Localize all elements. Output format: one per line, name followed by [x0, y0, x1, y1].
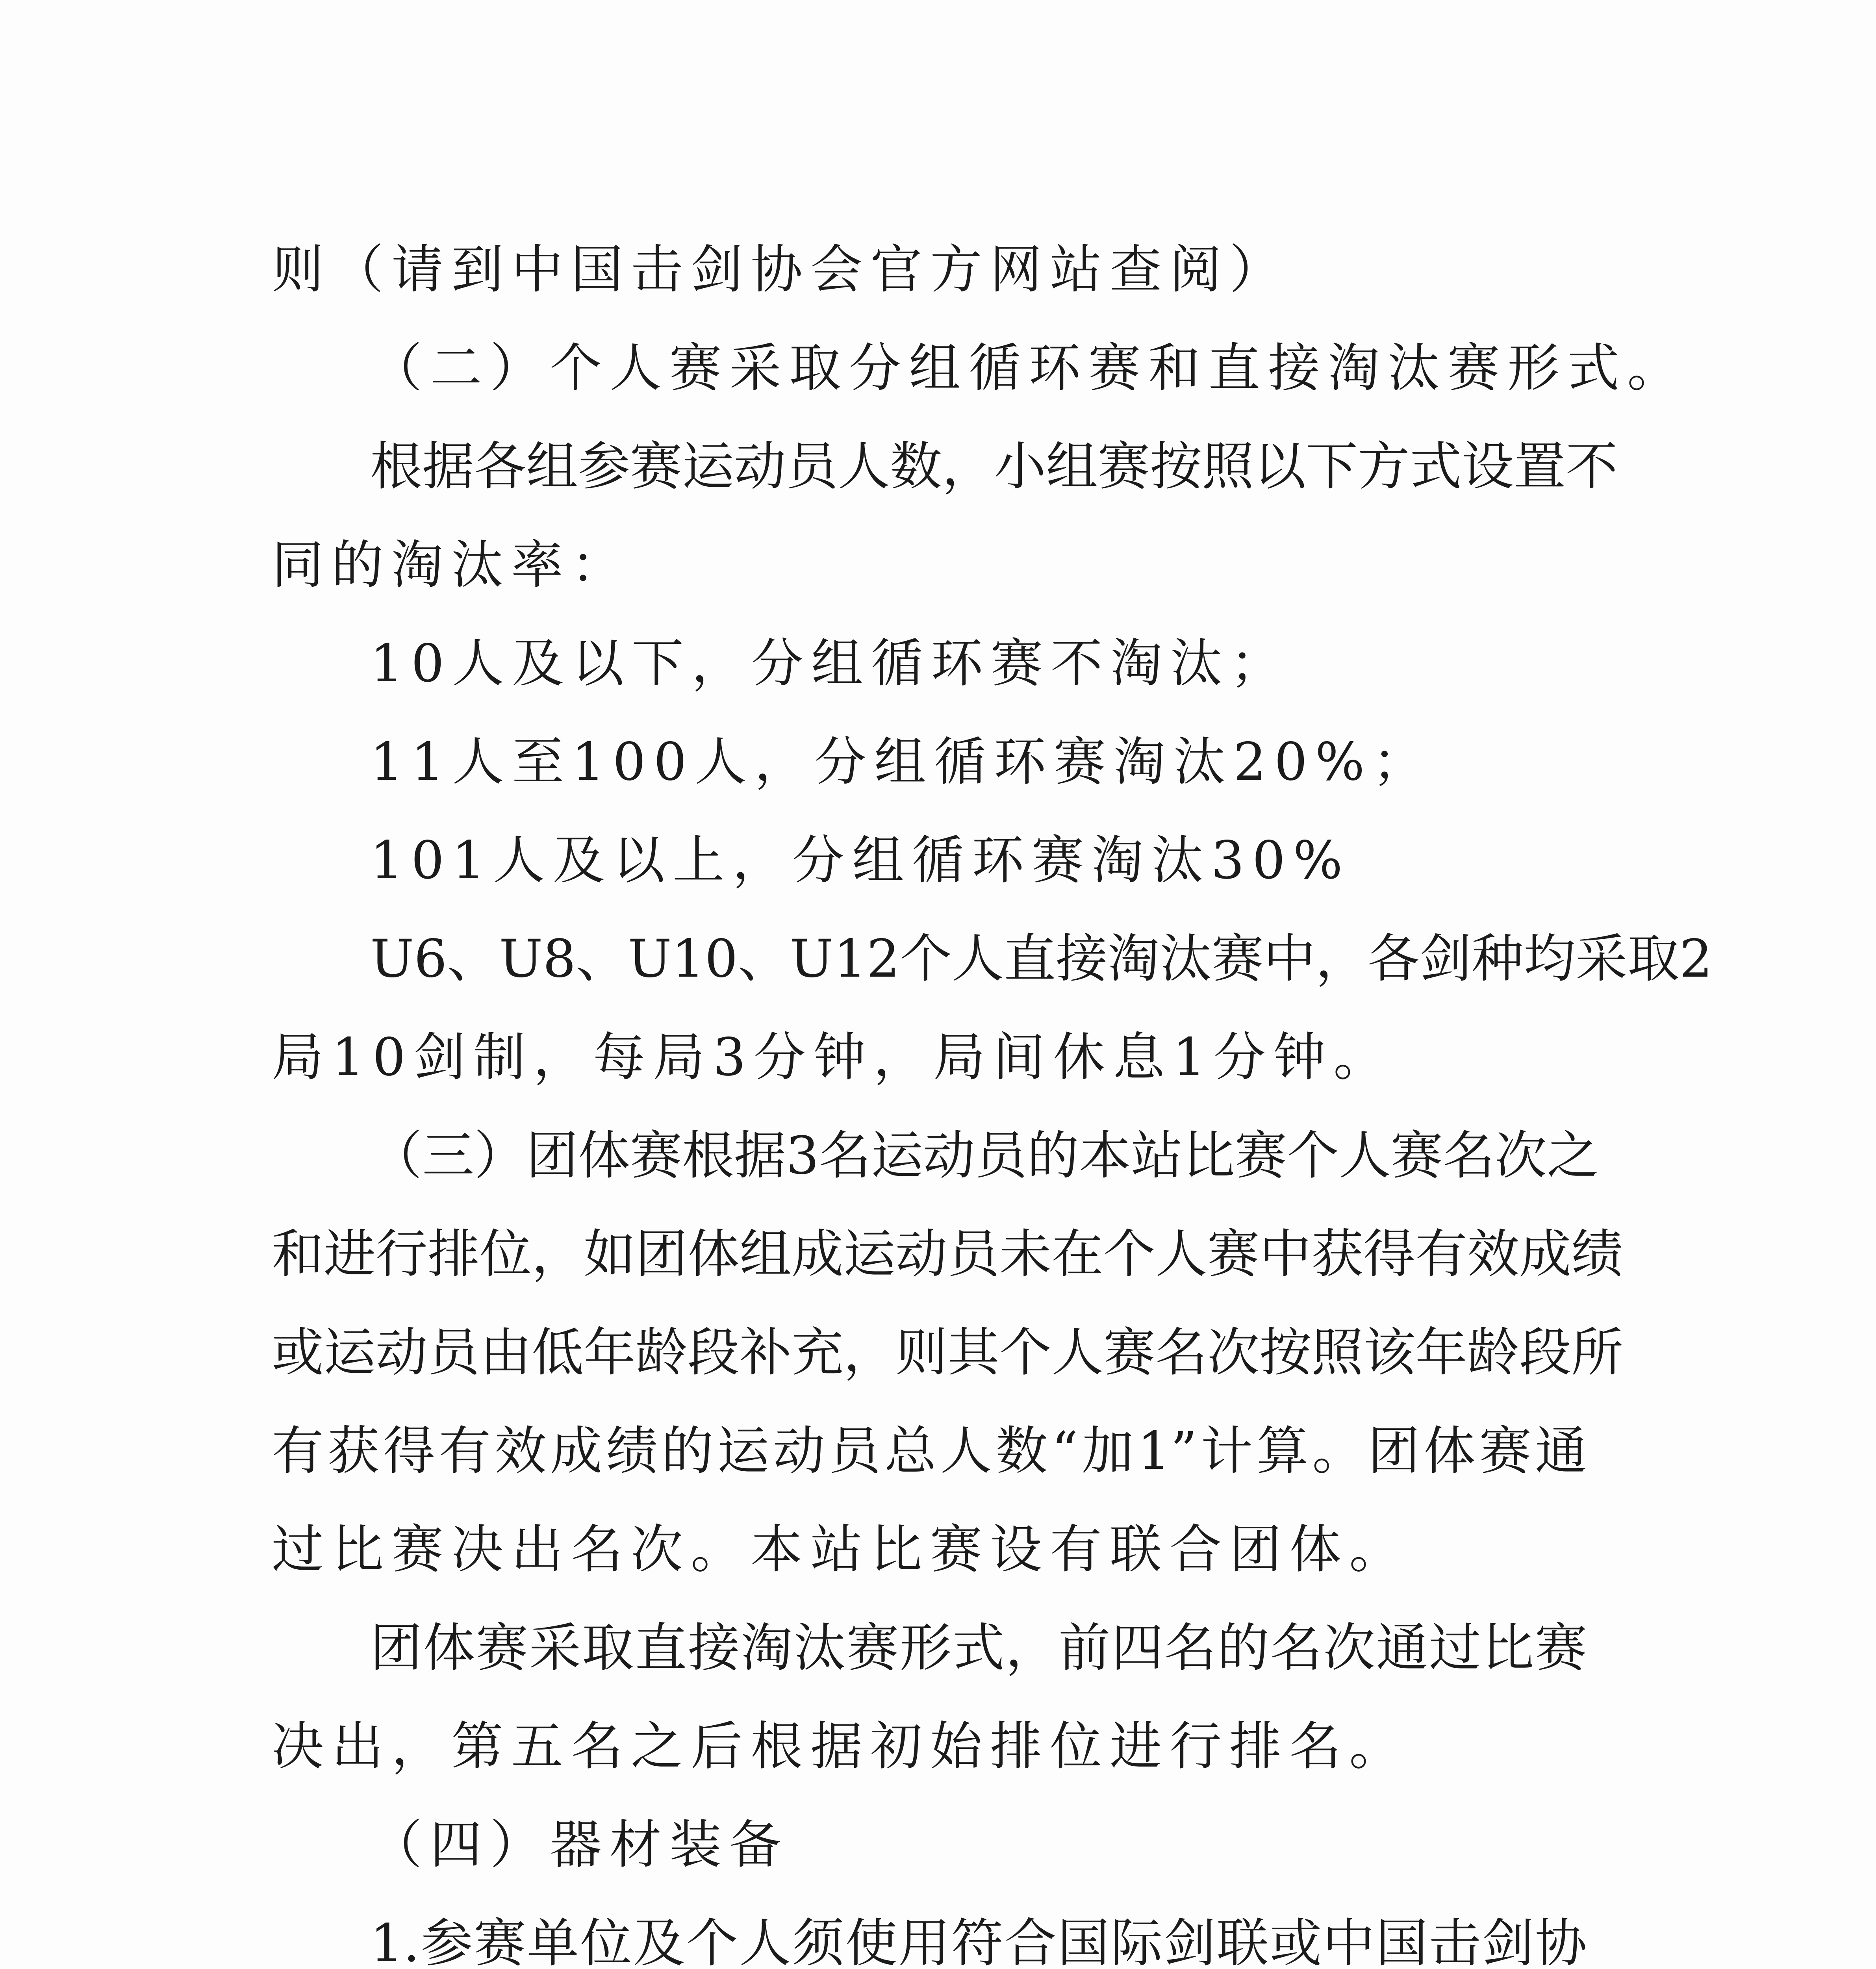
text-line: 根据各组参赛运动员人数，小组赛按照以下方式设置不	[370, 436, 1618, 497]
text-line: 同的淘汰率：	[272, 535, 631, 595]
text-line: 101人及以上，分组循环赛淘汰30%	[370, 830, 1351, 891]
text-line: 有获得有效成绩的运动员总人数“加1”计算。团体赛通	[272, 1421, 1587, 1481]
text-line: 和进行排位，如团体组成运动员未在个人赛中获得有效成绩	[272, 1224, 1623, 1285]
text-line: （三）团体赛根据3名运动员的本站比赛个人赛名次之	[370, 1125, 1599, 1186]
text-line: 11人至100人，分组循环赛淘汰20%；	[370, 732, 1433, 792]
text-line: 决出，第五名之后根据初始排位进行排名。	[272, 1716, 1409, 1777]
text-line: 1.参赛单位及个人须使用符合国际剑联或中国击剑协	[370, 1913, 1587, 1969]
text-line: 10人及以下，分组循环赛不淘汰；	[370, 633, 1290, 694]
text-line: （二）个人赛采取分组循环赛和直接淘汰赛形式。	[370, 338, 1687, 399]
text-line: 团体赛采取直接淘汰赛形式，前四名的名次通过比赛	[370, 1618, 1587, 1678]
text-line: 则（请到中国击剑协会官方网站查阅）	[272, 239, 1289, 300]
text-line: 过比赛决出名次。本站比赛设有联合团体。	[272, 1519, 1409, 1580]
text-line: （四）器材装备	[370, 1815, 789, 1875]
text-line: U6、U8、U10、U12个人直接淘汰赛中，各剑种均采取2	[370, 929, 1713, 989]
text-line: 或运动员由低年龄段补充，则其个人赛名次按照该年龄段所	[272, 1322, 1623, 1383]
text-line: 局10剑制，每局3分钟，局间休息1分钟。	[272, 1027, 1393, 1088]
